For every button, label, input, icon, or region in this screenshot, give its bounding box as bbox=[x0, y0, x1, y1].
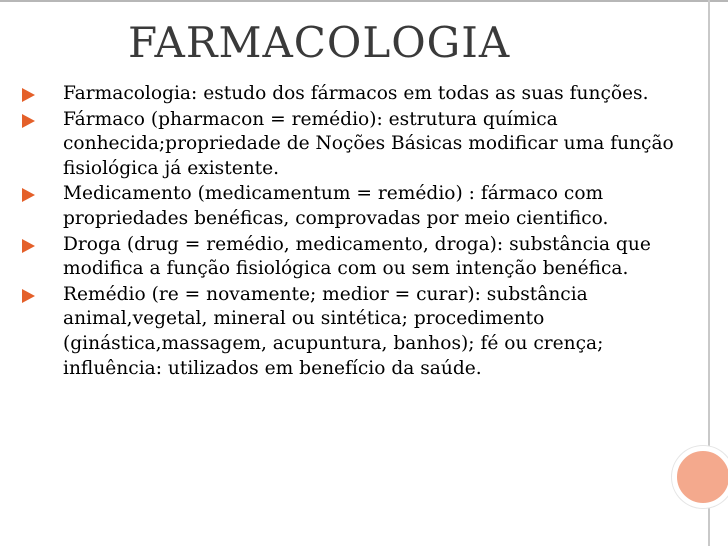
decorative-circle bbox=[672, 446, 728, 508]
bullet-item-medicamento bbox=[22, 182, 682, 231]
bullet-item-farmaco bbox=[22, 108, 682, 182]
bullet-arrow-icon bbox=[22, 239, 35, 253]
bullet-arrow-icon bbox=[22, 188, 35, 202]
slide-title: FARMACOLOGIA bbox=[128, 18, 511, 67]
bullet-text: Droga (drug = remédio, medicamento, droga): substância que modifica a função fisiológica com ou sem intenção benéfica. bbox=[63, 233, 651, 280]
bullet-item-farmacologia bbox=[22, 82, 682, 107]
bullet-item-droga bbox=[22, 233, 682, 282]
bullet-list bbox=[22, 82, 682, 382]
bullet-item-remedio bbox=[22, 283, 682, 381]
bullet-arrow-icon bbox=[22, 88, 35, 102]
bullet-text: Farmacologia: estudo dos fármacos em todas as suas funções. bbox=[63, 83, 649, 104]
bullet-arrow-icon bbox=[22, 289, 35, 303]
bullet-text: Medicamento (medicamentum = remédio) : fármaco com propriedades benéficas, comprovadas por meio cientifico. bbox=[63, 183, 609, 229]
bullet-text: Fármaco (pharmacon = remédio): estrutura química conhecida;propriedade de Noções Básicas modificar uma função fisiológica já existente. bbox=[63, 108, 674, 179]
slide-top-border bbox=[0, 0, 728, 2]
bullet-text: Remédio (re = novamente; medior = curar): substância animal,vegetal, mineral ou sintética; procedimento (ginástica,massagem, acupuntura, banhos); fé ou crença; influência: utilizados em benefício da saúde. bbox=[63, 283, 604, 379]
bullet-arrow-icon bbox=[22, 114, 35, 128]
